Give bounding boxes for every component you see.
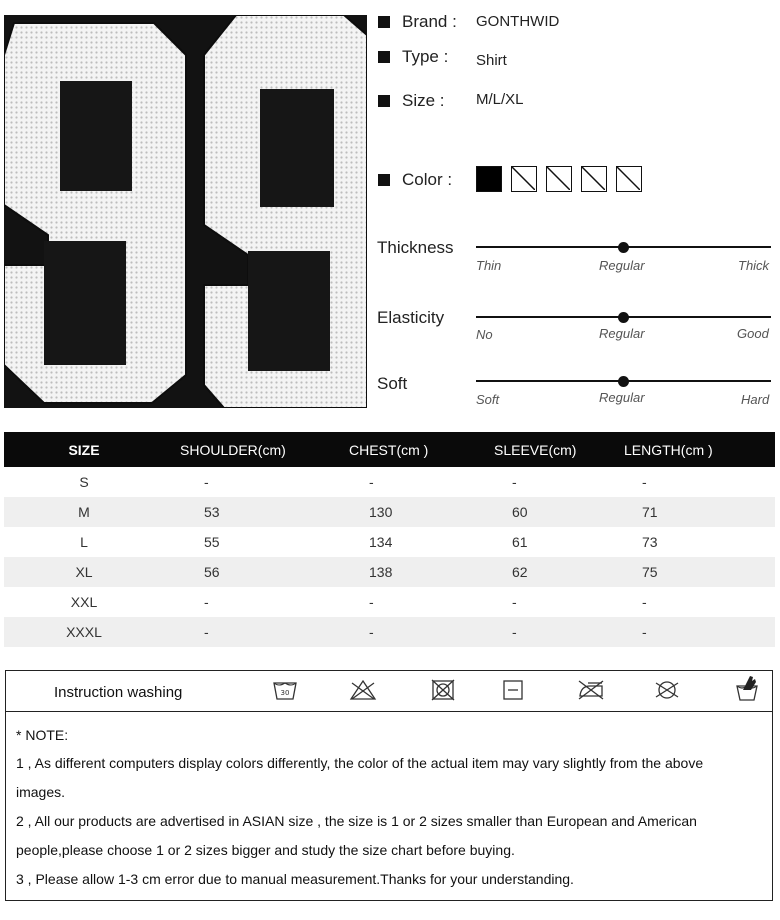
bullet-icon — [378, 16, 390, 28]
cell-sleeve: 61 — [512, 534, 528, 550]
cell-size: XL — [4, 557, 164, 587]
instruction-box — [5, 670, 773, 901]
cell-chest: - — [329, 617, 474, 647]
note-3: 3 , Please allow 1-3 cm error due to manual measurement.Thanks for your understanding. — [16, 871, 574, 887]
dry-flat-icon — [501, 678, 525, 702]
type-value: Shirt — [476, 52, 507, 69]
color-swatch-black[interactable] — [476, 166, 502, 192]
cell-size: M — [4, 497, 164, 527]
cell-length: 75 — [604, 557, 775, 587]
cell-sleeve: 60 — [474, 497, 604, 527]
elasticity-indicator — [618, 312, 629, 323]
thickness-indicator — [618, 242, 629, 253]
note-2-line-1: 2 , All our products are advertised in ASIAN size , the size is 1 or 2 sizes smaller than European and American — [16, 813, 697, 829]
do-not-tumble-dry-icon — [430, 678, 456, 702]
header-size: SIZE — [4, 432, 164, 467]
color-swatch-unavailable[interactable] — [511, 166, 537, 192]
elasticity-low: No — [476, 327, 493, 342]
do-not-bleach-icon — [349, 678, 377, 702]
soft-label: Soft — [377, 374, 408, 393]
header-length: LENGTH(cm ) — [604, 432, 775, 467]
cell-chest: 130 — [329, 497, 474, 527]
instruction-title: Instruction washing — [54, 684, 183, 701]
cell-size: XXL — [70, 594, 98, 610]
brand-row — [378, 12, 457, 32]
cell-size: S — [79, 474, 89, 490]
thickness-low: Thin — [476, 258, 502, 273]
bullet-icon — [378, 51, 390, 63]
soft-indicator — [618, 376, 629, 387]
header-sleeve: SLEEVE(cm) — [474, 432, 604, 467]
thickness-mid: Regular — [599, 258, 645, 273]
table-row — [4, 557, 775, 587]
elasticity-mid: Regular — [599, 326, 645, 341]
header-shoulder: SHOULDER(cm) — [164, 432, 329, 467]
bullet-icon — [378, 174, 390, 186]
cell-chest: 138 — [329, 557, 474, 587]
thickness-high: Thick — [738, 258, 770, 273]
size-label: Size : — [402, 91, 445, 110]
color-swatch-unavailable[interactable] — [546, 166, 572, 192]
machine-wash-30-icon — [272, 678, 298, 702]
cell-length: 73 — [642, 534, 658, 550]
note-title: * NOTE: — [16, 727, 69, 743]
cell-sleeve: - — [474, 617, 604, 647]
table-row — [4, 527, 775, 557]
cell-sleeve: - — [512, 474, 517, 490]
size-row — [378, 91, 445, 111]
cell-chest: - — [369, 594, 374, 610]
size-chart-table — [4, 432, 775, 647]
table-row — [4, 467, 775, 497]
elasticity-label: Elasticity — [377, 308, 445, 327]
cell-size: XXXL — [4, 617, 164, 647]
table-row — [4, 497, 775, 527]
cell-shoulder: - — [204, 474, 209, 490]
cell-chest: 134 — [369, 534, 393, 550]
cell-shoulder: 56 — [164, 557, 329, 587]
color-swatch-unavailable[interactable] — [581, 166, 607, 192]
thickness-label: Thickness — [377, 238, 454, 257]
soft-mid: Regular — [599, 390, 645, 405]
cell-length: - — [604, 617, 775, 647]
size-chart-header — [4, 432, 775, 467]
cell-length: - — [642, 474, 647, 490]
do-not-iron-icon — [576, 678, 606, 702]
instruction-header — [6, 671, 772, 712]
cell-sleeve: 62 — [474, 557, 604, 587]
note-1-line-1: 1 , As different computers display colors differently, the color of the actual item may vary slightly from the above — [16, 755, 704, 771]
cell-length: 71 — [604, 497, 775, 527]
brand-value: GONTHWID — [476, 13, 560, 30]
header-chest: CHEST(cm ) — [329, 432, 474, 467]
svg-text:30: 30 — [280, 689, 290, 697]
brand-label: Brand : — [402, 12, 457, 31]
type-row — [378, 47, 448, 67]
color-row — [378, 170, 452, 190]
hand-wash-icon — [734, 674, 760, 702]
type-label: Type : — [402, 47, 449, 66]
soft-high: Hard — [741, 392, 770, 407]
size-value: M/L/XL — [476, 91, 524, 108]
bullet-icon — [378, 95, 390, 107]
cell-shoulder: 55 — [204, 534, 220, 550]
product-image — [4, 15, 367, 408]
color-swatch-unavailable[interactable] — [616, 166, 642, 192]
do-not-dry-clean-icon — [652, 678, 682, 702]
cell-shoulder: 53 — [164, 497, 329, 527]
table-row — [4, 587, 775, 617]
cell-shoulder: - — [204, 594, 209, 610]
cell-sleeve: - — [512, 594, 517, 610]
cell-chest: - — [369, 474, 374, 490]
elasticity-high: Good — [737, 326, 769, 341]
jersey-number-graphic — [4, 15, 367, 408]
table-row — [4, 617, 775, 647]
cell-length: - — [642, 594, 647, 610]
cell-shoulder: - — [164, 617, 329, 647]
color-label: Color : — [402, 170, 453, 189]
cell-size: L — [80, 534, 88, 550]
soft-low: Soft — [476, 392, 500, 407]
note-1-line-2: images. — [16, 784, 66, 800]
note-2-line-2: people,please choose 1 or 2 sizes bigger and study the size chart before buying. — [16, 842, 515, 858]
